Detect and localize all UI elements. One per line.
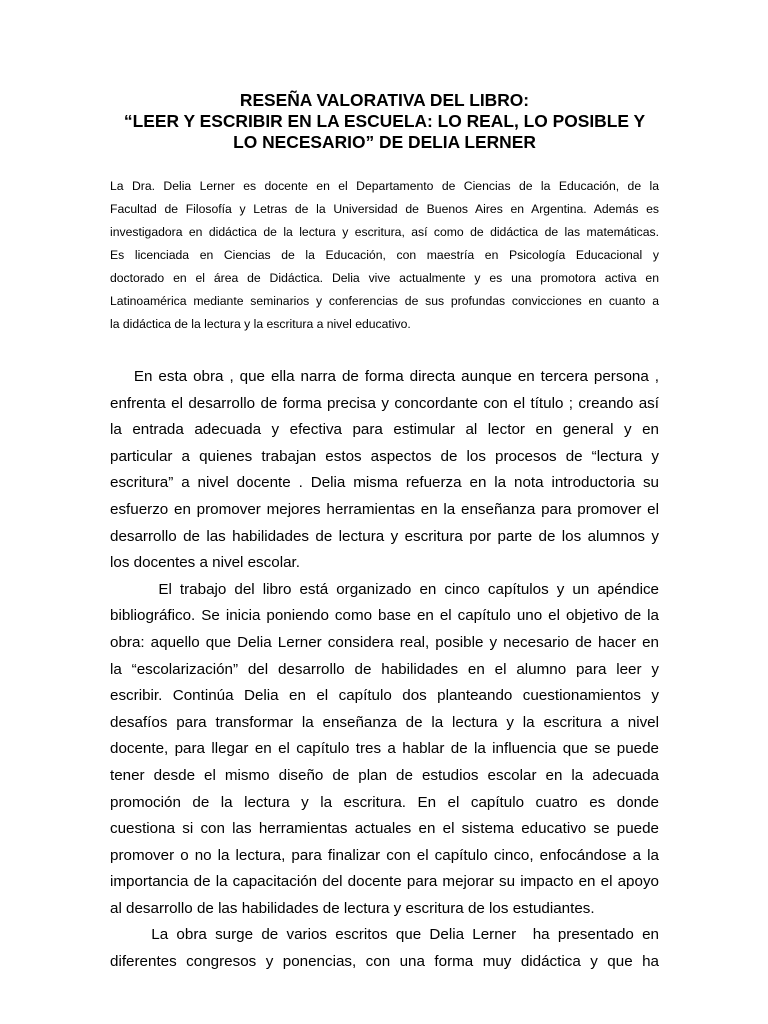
title-line: RESEÑA VALORATIVA DEL LIBRO: (239, 90, 530, 110)
paragraph-line: promoción de la lectura y la escritura. En el capítulo cuatro es donde (110, 793, 659, 811)
bio-line: Es licenciada en Ciencias de la Educación, con maestría en Psicología Educacional y (110, 248, 659, 262)
paragraph-line: promover o no la lectura, para finalizar con el capítulo cinco, enfocándose a la (110, 846, 659, 864)
paragraph-line: escribir. Continúa Delia en el capítulo dos planteando cuestionamientos y (110, 687, 659, 705)
body-paragraph-1 (110, 364, 659, 577)
title-line: LO NECESARIO” DE DELIA LERNER (233, 132, 536, 152)
paragraph-line: El trabajo del libro está organizado en cinco capítulos y un apéndice (110, 580, 659, 598)
paragraph-line: los docentes a nivel escolar. (110, 554, 300, 572)
bio-line: doctorado en el área de Didáctica. Delia vive actualmente y es una promotora activa en (110, 271, 659, 285)
paragraph-line: La obra surge de varios escritos que Delia Lerner ha presentado en (110, 926, 659, 944)
paragraph-line: importancia de la capacitación del docente para mejorar su impacto en el apoyo (110, 873, 659, 891)
paragraph-line: la “escolarización” del desarrollo de habilidades en el alumno para leer y (110, 660, 659, 678)
bio-line: La Dra. Delia Lerner es docente en el Departamento de Ciencias de la Educación, de la (110, 179, 659, 193)
paragraph-line: docente, para llegar en el capítulo tres a hablar de la influencia que se puede (110, 740, 659, 758)
document-title (110, 0, 659, 153)
author-bio-paragraph (110, 175, 659, 336)
paragraph-line: obra: aquello que Delia Lerner considera real, posible y necesario de hacer en (110, 633, 659, 651)
document-page (110, 0, 659, 1024)
bio-line: investigadora en didáctica de la lectura y escritura, así como de didáctica de las matemáticas. (110, 225, 659, 239)
body-paragraph-2 (110, 577, 659, 923)
title-line: “LEER Y ESCRIBIR EN LA ESCUELA: LO REAL, LO POSIBLE Y (123, 111, 646, 131)
paragraph-line: enfrenta el desarrollo de forma precisa y concordante con el título ; creando así (110, 394, 659, 412)
paragraph-line: particular a quienes trabajan estos aspectos de los procesos de “lectura y (110, 447, 659, 465)
paragraph-line: esfuerzo en promover mejores herramientas en la enseñanza para promover el (110, 500, 659, 518)
body-paragraph-3 (110, 922, 659, 975)
bio-line: la didáctica de la lectura y la escritura a nivel educativo. (110, 317, 411, 331)
paragraph-line: bibliográfico. Se inicia poniendo como base en el capítulo uno el objetivo de la (110, 607, 659, 625)
paragraph-line: desarrollo de las habilidades de lectura y escritura por parte de los alumnos y (110, 527, 659, 545)
paragraph-line: escritura” a nivel docente . Delia misma refuerza en la nota introductoria su (110, 474, 659, 492)
paragraph-line: tener desde el mismo diseño de plan de estudios escolar en la adecuada (110, 766, 659, 784)
paragraph-line: diferentes congresos y ponencias, con una forma muy didáctica y que ha (110, 953, 659, 971)
bio-line: Latinoamérica mediante seminarios y conferencias de sus profundas convicciones en cuanto a (110, 294, 659, 308)
paragraph-line: cuestiona si con las herramientas actuales en el sistema educativo se puede (110, 820, 659, 838)
paragraph-line: desafíos para transformar la enseñanza de la lectura y la escritura a nivel (110, 713, 659, 731)
paragraph-line: al desarrollo de las habilidades de lectura y escritura de los estudiantes. (110, 899, 595, 917)
paragraph-line: la entrada adecuada y efectiva para estimular al lector en general y en (110, 421, 659, 439)
paragraph-line: En esta obra , que ella narra de forma directa aunque en tercera persona , (110, 368, 659, 385)
bio-line: Facultad de Filosofía y Letras de la Universidad de Buenos Aires en Argentina. Además es (110, 202, 659, 216)
